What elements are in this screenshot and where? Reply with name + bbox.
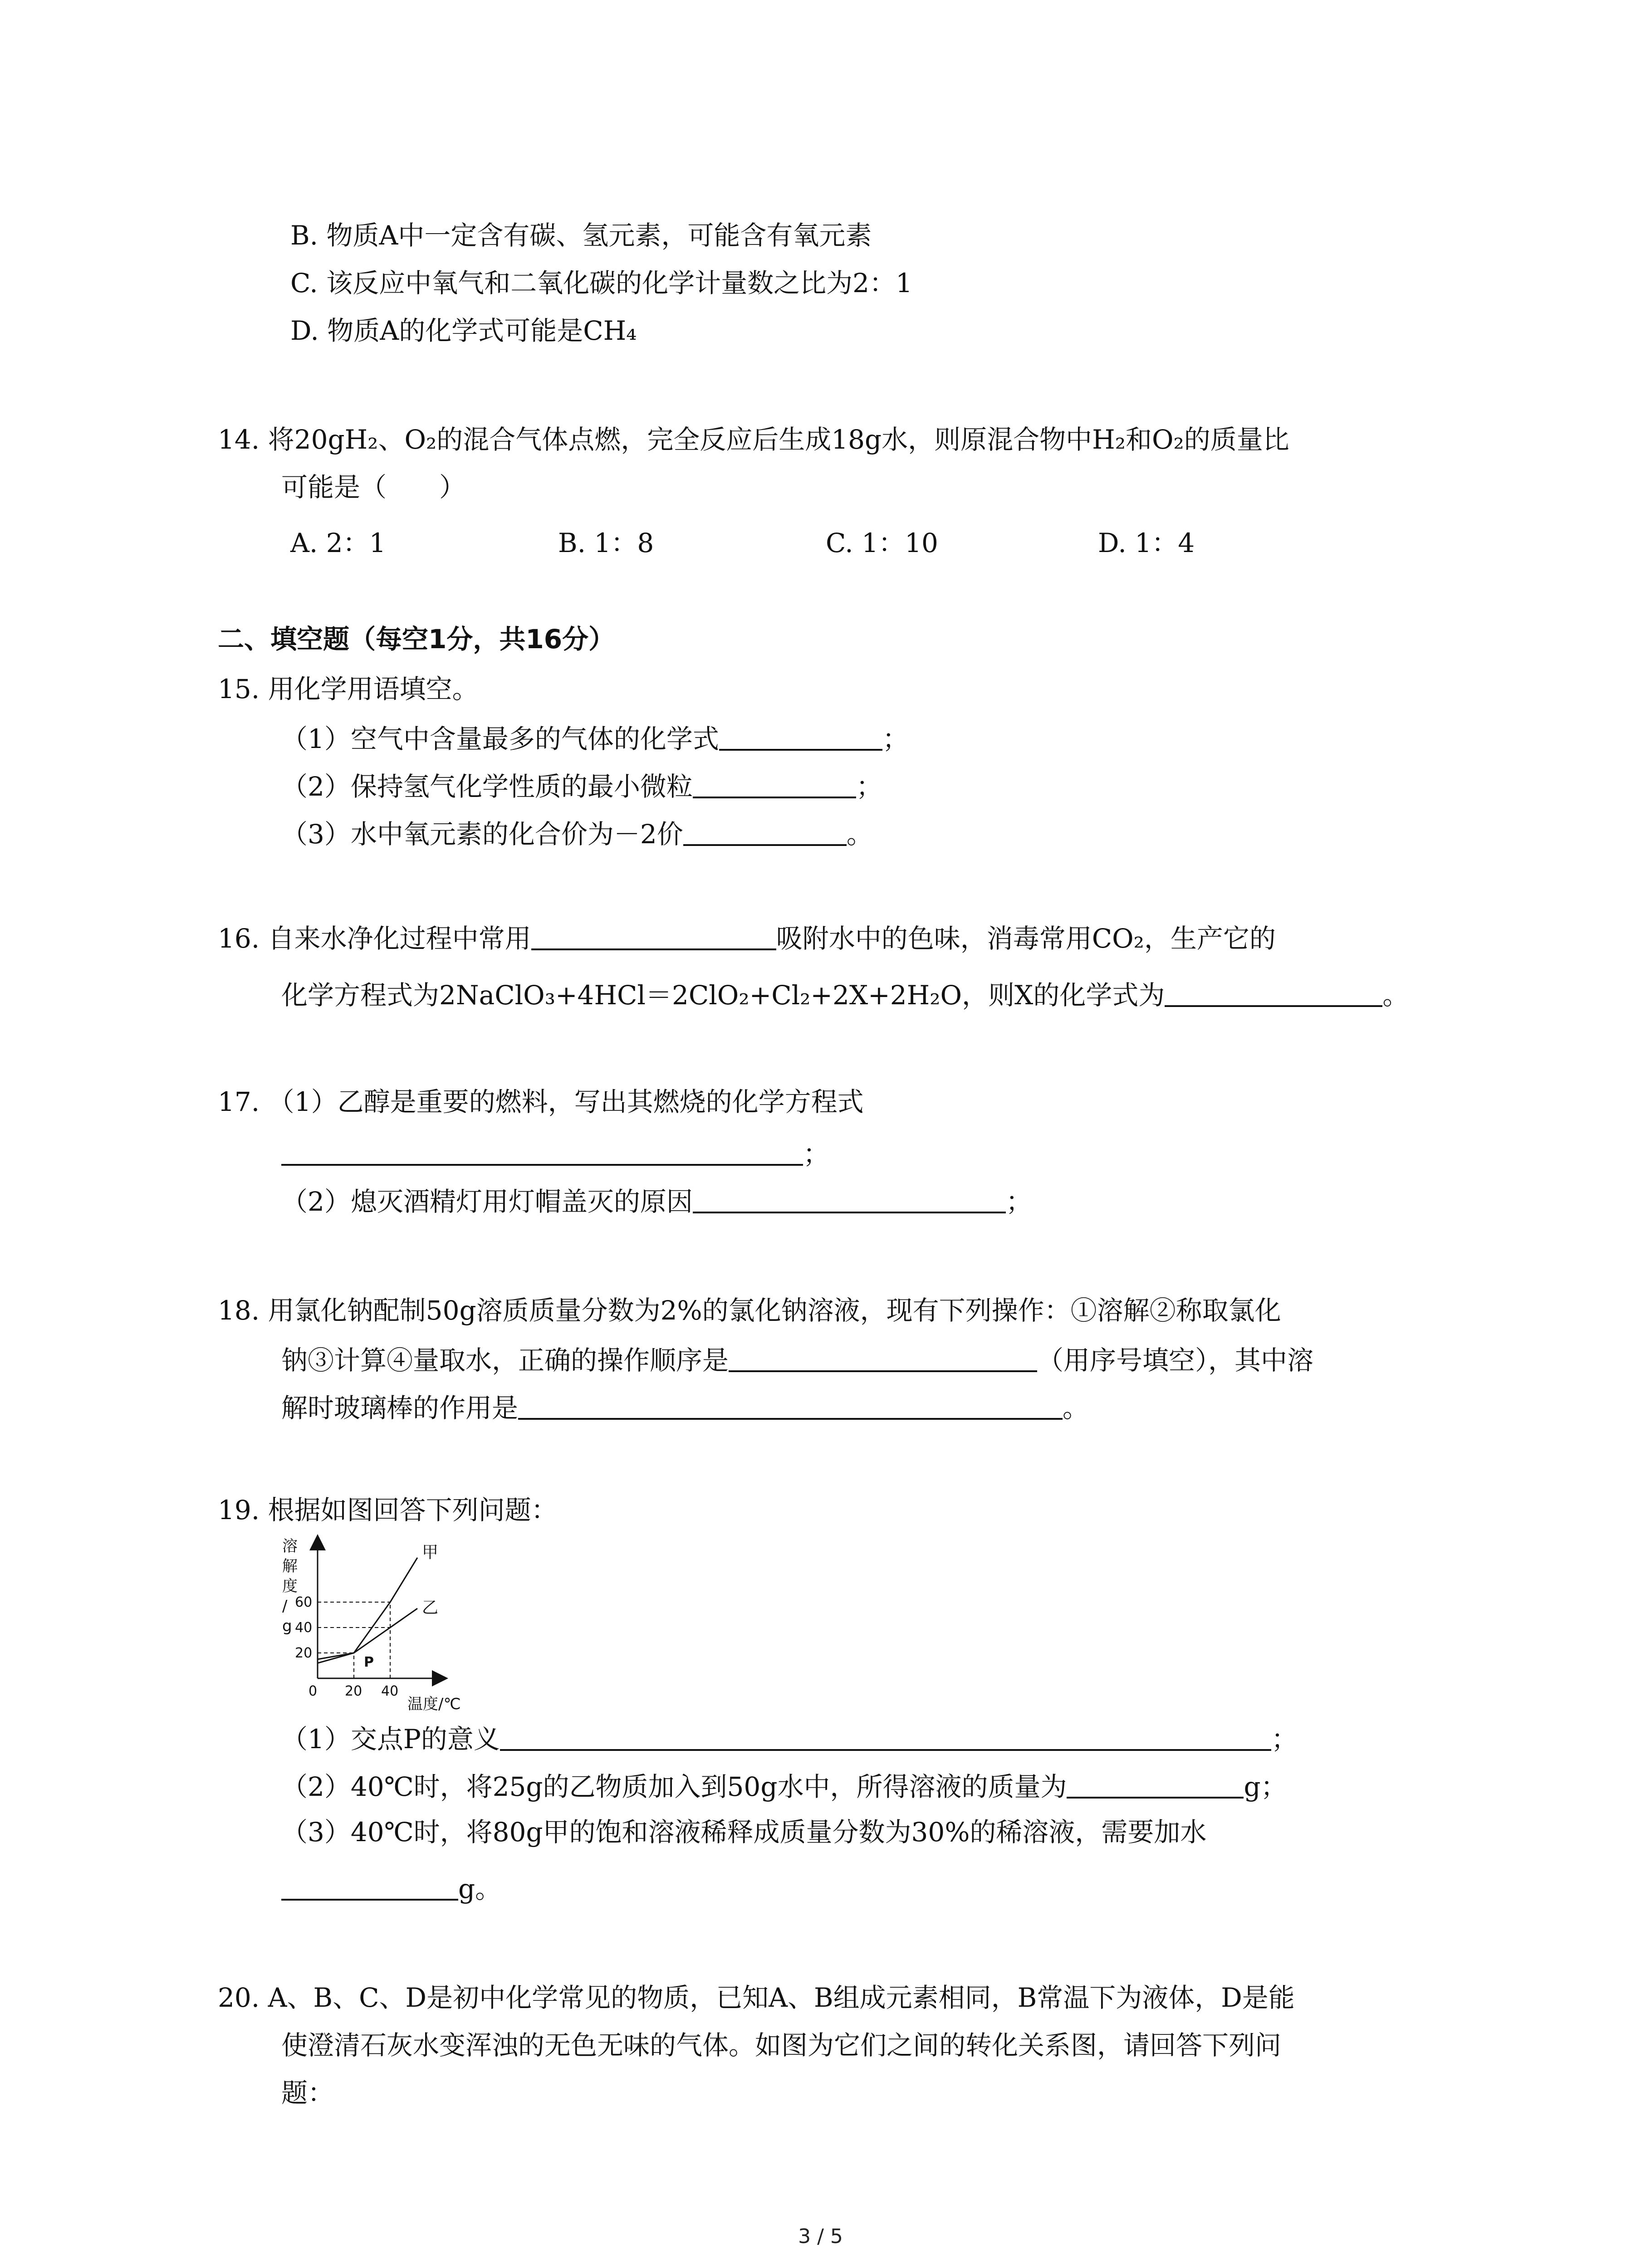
q15-semicolon1: ； — [882, 723, 909, 754]
page-number: 3 / 5 — [798, 2225, 843, 2248]
q17-semicolon1: ； — [803, 1139, 830, 1169]
y-tick-label: 40 — [295, 1620, 313, 1636]
q15-part1-text: （1）空气中含量最多的气体的化学式 — [281, 723, 719, 754]
series-label: 甲 — [422, 1543, 439, 1562]
q15-blank1[interactable] — [719, 723, 882, 751]
x-tick-label: 20 — [345, 1683, 362, 1699]
section-heading: 二、填空题（每空1分，共16分） — [218, 624, 615, 655]
q18-line2 — [281, 1345, 1313, 1374]
q15-part2 — [281, 771, 882, 800]
q15-part1 — [281, 723, 909, 752]
q17-semicolon2: ； — [1005, 1186, 1032, 1217]
q18-line3-text-b: 。 — [1063, 1393, 1089, 1423]
q20-line3: 题： — [281, 2077, 334, 2108]
q16-line2-text-b: 。 — [1382, 980, 1409, 1011]
q18-blank2[interactable] — [518, 1393, 1063, 1420]
q16-line1-text-a: 16. 自来水净化过程中常用 — [218, 923, 531, 954]
q19-part1-text: （1）交点P的意义 — [281, 1724, 500, 1755]
q16-blank2[interactable] — [1165, 980, 1382, 1007]
q17-line1: 17. （1）乙醇是重要的燃料，写出其燃烧的化学方程式 — [218, 1086, 864, 1117]
q13-option-c: C. 该反应中氧气和二氧化碳的化学计量数之比为2：1 — [290, 268, 912, 298]
q15-part2-text: （2）保持氢气化学性质的最小微粒 — [281, 771, 693, 802]
q14-option-a[interactable]: A. 2：1 — [290, 528, 386, 558]
q16-blank1[interactable] — [531, 923, 776, 950]
q17-blank1[interactable] — [281, 1139, 803, 1166]
q16-line2-text-a: 化学方程式为2NaClO₃+4HCl＝2ClO₂+Cl₂+2X+2H₂O，则X的化学式为 — [281, 980, 1165, 1011]
ylabel-char: g — [282, 1617, 292, 1635]
q15-part3 — [281, 819, 873, 850]
q19-part3-end: g。 — [458, 1873, 502, 1904]
q15-blank2[interactable] — [693, 771, 856, 798]
ylabel-char: 溶 — [282, 1537, 298, 1555]
q18-line3-text-a: 解时玻璃棒的作用是 — [281, 1393, 519, 1423]
q14-option-b[interactable]: B. 1：8 — [558, 528, 654, 558]
q15-stem: 15. 用化学用语填空。 — [218, 674, 479, 704]
q19-part2-end: g； — [1244, 1771, 1287, 1802]
q19-part2-text: （2）40℃时，将25g的乙物质加入到50g水中，所得溶液的质量为 — [281, 1771, 1067, 1802]
q18-blank1[interactable] — [729, 1345, 1037, 1372]
q19-part1-end: ； — [1271, 1724, 1298, 1755]
q16-line1 — [218, 923, 1276, 952]
ylabel-char: 解 — [282, 1557, 298, 1575]
q13-option-b: B. 物质A中一定含有碳、氢元素，可能含有氧元素 — [290, 220, 872, 251]
q19-part3: （3）40℃时，将80g甲的饱和溶液稀释成质量分数为30%的稀溶液，需要加水 — [281, 1817, 1207, 1848]
q15-semicolon2: ； — [856, 771, 882, 802]
q19-blank3[interactable] — [281, 1873, 458, 1901]
q18-line1: 18. 用氯化钠配制50g溶质质量分数为2%的氯化钠溶液，现有下列操作：①溶解②称取氯化 — [218, 1295, 1281, 1326]
q14-option-c[interactable]: C. 1：10 — [826, 528, 938, 558]
y-tick-label: 20 — [295, 1645, 313, 1661]
chart-ticks — [295, 1594, 398, 1699]
solubility-chart — [272, 1533, 526, 1715]
series-jia-line — [318, 1558, 417, 1663]
chart-curves — [318, 1543, 438, 1663]
chart-guides — [318, 1602, 390, 1678]
q14-stem-line2: 可能是（ ） — [281, 472, 466, 503]
q19-blank1[interactable] — [500, 1724, 1271, 1751]
chart-point-label: P — [364, 1654, 374, 1670]
q17-line3-text: （2）熄灭酒精灯用灯帽盖灭的原因 — [281, 1186, 693, 1217]
q15-blank3[interactable] — [683, 819, 847, 846]
q19-blank2[interactable] — [1067, 1771, 1244, 1799]
q19-stem: 19. 根据如图回答下列问题： — [218, 1495, 558, 1525]
q19-part1 — [281, 1724, 1298, 1755]
chart-xlabel: 温度/℃ — [407, 1695, 461, 1713]
q19-part3-answer — [281, 1873, 501, 1902]
q19-part2 — [281, 1771, 1287, 1800]
q13-option-d: D. 物质A的化学式可能是CH₄ — [290, 315, 637, 346]
q15-part3-text: （3）水中氧元素的化合价为－2价 — [281, 819, 683, 850]
x-tick-label: 40 — [381, 1683, 399, 1699]
q20-line2: 使澄清石灰水变浑浊的无色无味的气体。如图为它们之间的转化关系图，请回答下列问 — [281, 2030, 1282, 2061]
q14-option-d[interactable]: D. 1：4 — [1098, 528, 1195, 558]
x-tick-label: 0 — [309, 1683, 318, 1699]
q14-stem-line1: 14. 将20gH₂、O₂的混合气体点燃，完全反应后生成18g水，则原混合物中H₂和O₂的质量比 — [218, 424, 1289, 455]
q16-line2 — [281, 980, 1409, 1011]
q15-period: 。 — [846, 819, 873, 850]
q17-line3 — [281, 1186, 1032, 1215]
y-tick-label: 60 — [295, 1594, 313, 1610]
ylabel-char: 度 — [282, 1577, 298, 1595]
q17-line2 — [281, 1139, 829, 1167]
q17-blank2[interactable] — [693, 1186, 1006, 1213]
q20-line1: 20. A、B、C、D是初中化学常见的物质，已知A、B组成元素相同，B常温下为液体，D是能 — [218, 1982, 1295, 2013]
series-label: 乙 — [422, 1598, 439, 1617]
q18-line2-text-b: （用序号填空），其中溶 — [1037, 1345, 1314, 1376]
q18-line3 — [281, 1393, 1089, 1421]
q18-line2-text-a: 钠③计算④量取水，正确的操作顺序是 — [281, 1345, 729, 1376]
q16-line1-text-b: 吸附水中的色味，消毒常用CO₂，生产它的 — [776, 923, 1276, 954]
ylabel-char: / — [282, 1597, 288, 1615]
